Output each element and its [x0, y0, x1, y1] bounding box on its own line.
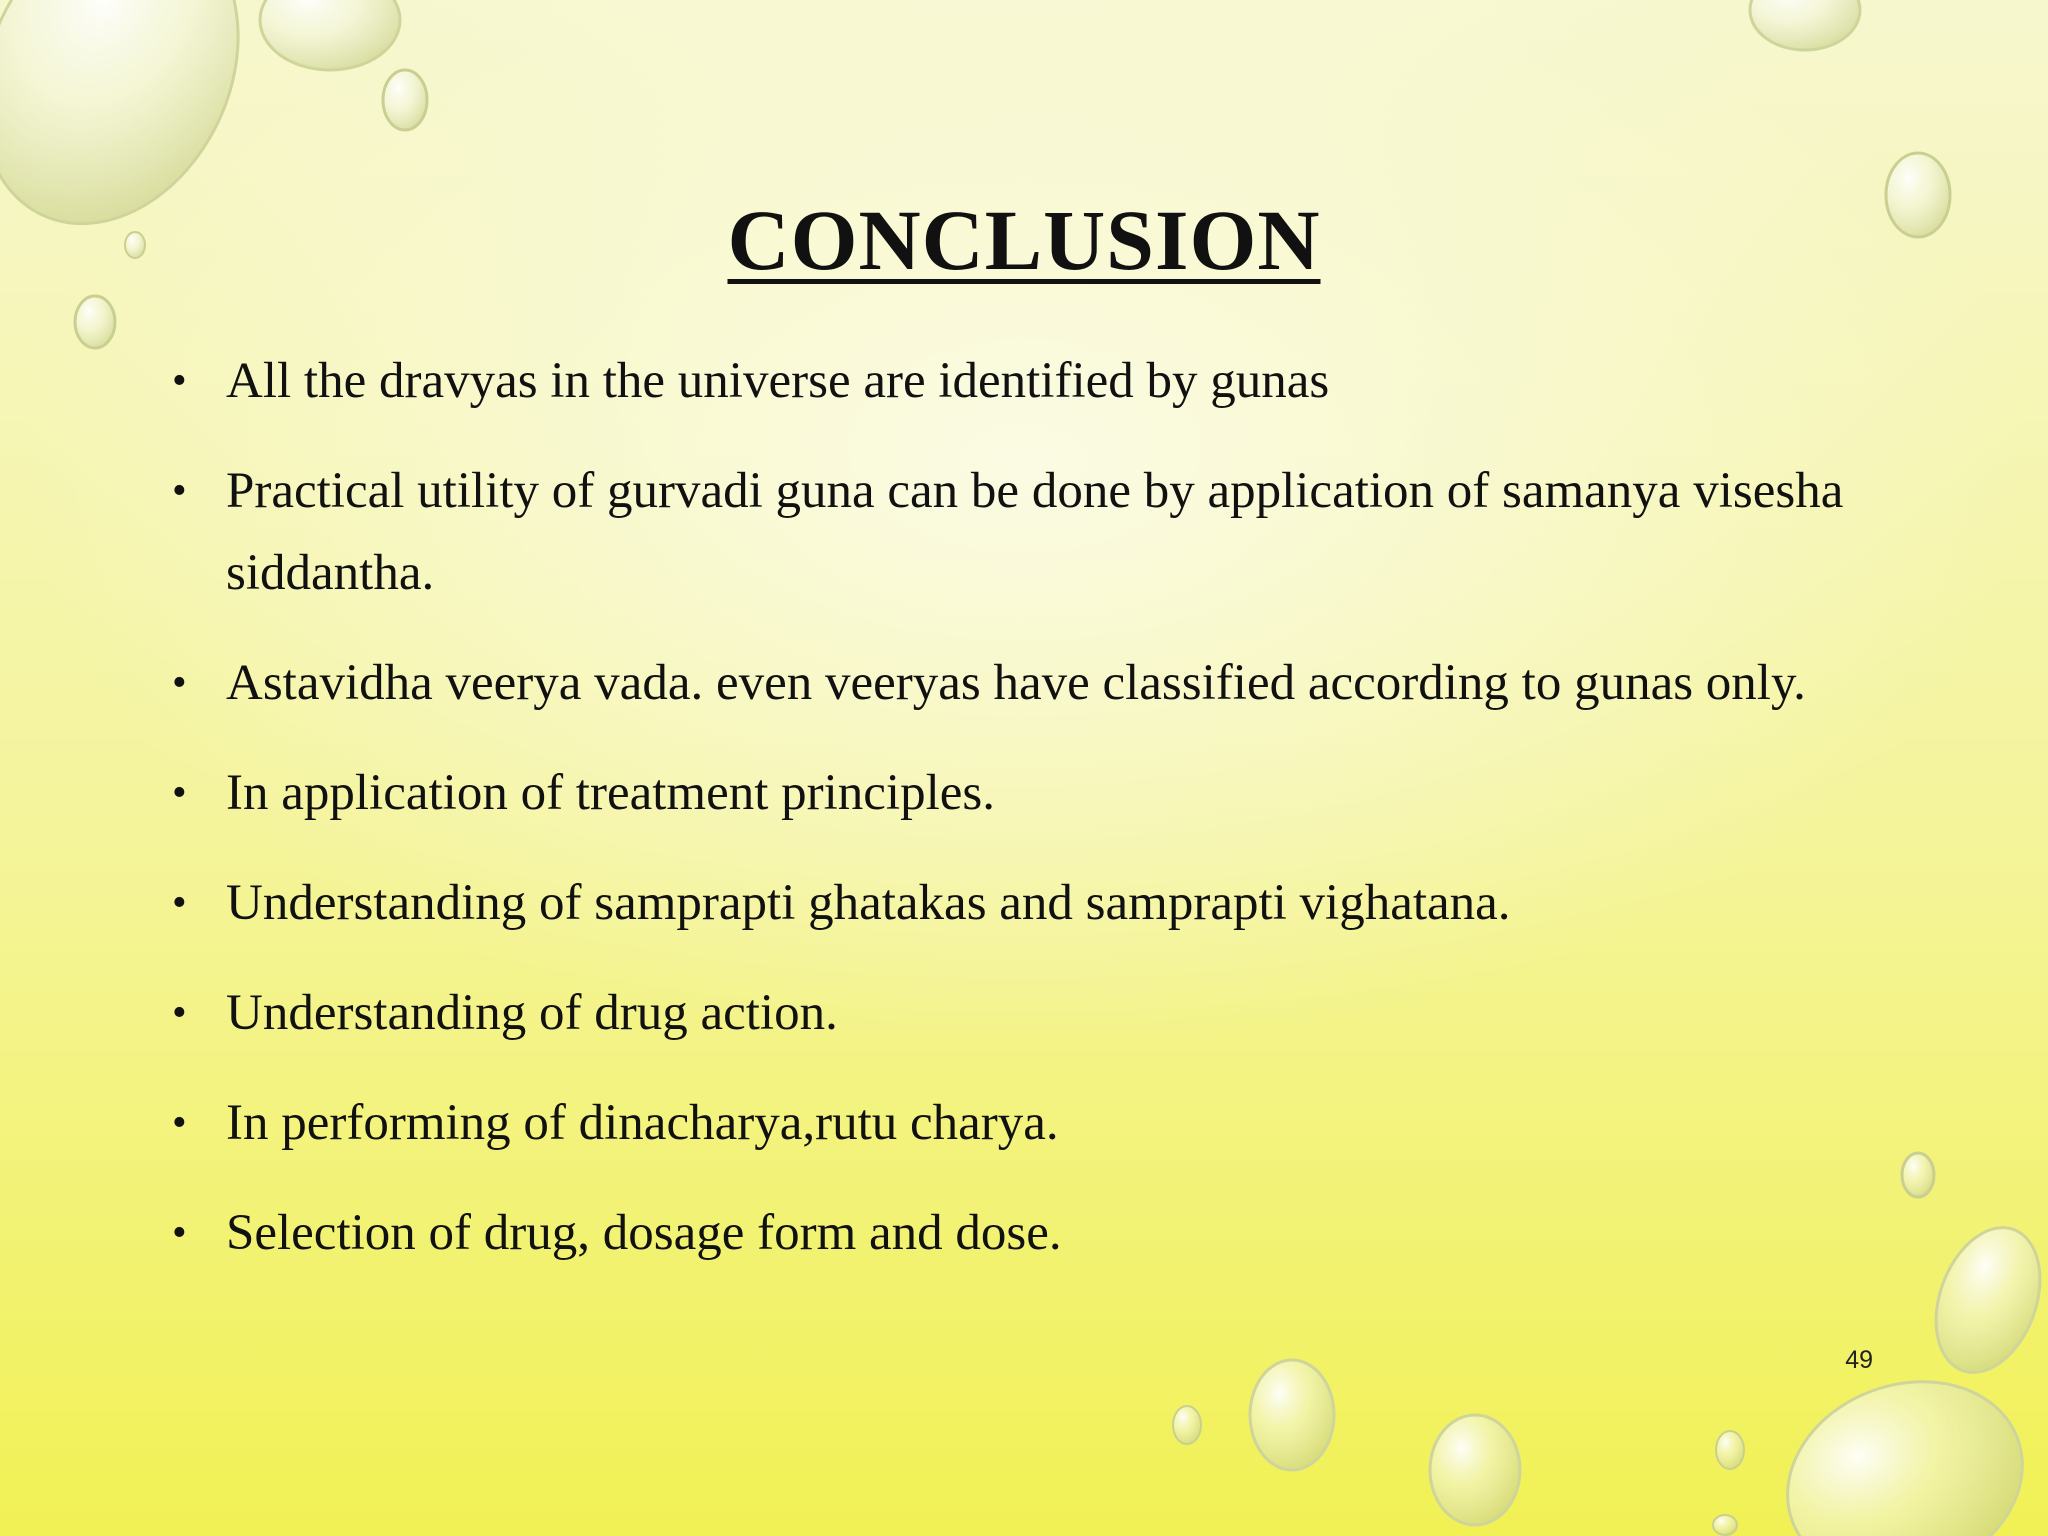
- water-drop: [1902, 1153, 1934, 1197]
- slide-title: [0, 190, 2048, 290]
- bullet-item: [172, 642, 1892, 724]
- bullet-text: Astavidha veerya vada. even veeryas have classified according to gunas only.: [226, 655, 1806, 711]
- bullet-dot: •: [172, 468, 187, 514]
- water-drop: [1917, 1213, 2048, 1387]
- water-drop: [1713, 1515, 1737, 1535]
- bullet-dot: •: [172, 1100, 187, 1146]
- bullet-item: [172, 972, 1892, 1054]
- water-drop: [260, 0, 400, 70]
- bullet-text: Selection of drug, dosage form and dose.: [226, 1205, 1062, 1261]
- bullet-text: Practical utility of gurvadi guna can be done by application of samanya visesha siddantha.: [226, 463, 1844, 601]
- bullet-text: In performing of dinacharya,rutu charya.: [226, 1095, 1059, 1151]
- water-drop: [75, 296, 115, 348]
- bullet-dot: •: [172, 1210, 187, 1256]
- bullet-item: [172, 340, 1892, 422]
- bullet-item: [172, 1192, 1892, 1274]
- bullet-text: Understanding of samprapti ghatakas and samprapti vighatana.: [226, 875, 1511, 931]
- water-drop: [1760, 1350, 2048, 1536]
- water-drop: [1173, 1406, 1201, 1444]
- bullet-dot: •: [172, 880, 187, 926]
- bullet-dot: •: [172, 770, 187, 816]
- bullet-text: All the dravyas in the universe are identified by gunas: [226, 353, 1330, 409]
- bullet-text: Understanding of drug action.: [226, 985, 838, 1041]
- bullet-dot: •: [172, 990, 187, 1036]
- slide-title-text: CONCLUSION: [727, 192, 1321, 288]
- bullet-list: [172, 340, 1892, 1302]
- water-drop: [1250, 1360, 1334, 1470]
- bullet-item: [172, 450, 1892, 614]
- bullet-text: In application of treatment principles.: [226, 765, 995, 821]
- water-drop: [1430, 1415, 1520, 1525]
- page-number: 49: [1845, 1346, 1873, 1374]
- bullet-item: [172, 752, 1892, 834]
- water-drop: [383, 70, 427, 130]
- bullet-item: [172, 862, 1892, 944]
- bullet-dot: •: [172, 660, 187, 706]
- water-drop: [1750, 0, 1860, 50]
- water-drop: [1716, 1431, 1744, 1469]
- bullet-dot: •: [172, 358, 187, 404]
- bullet-item: [172, 1082, 1892, 1164]
